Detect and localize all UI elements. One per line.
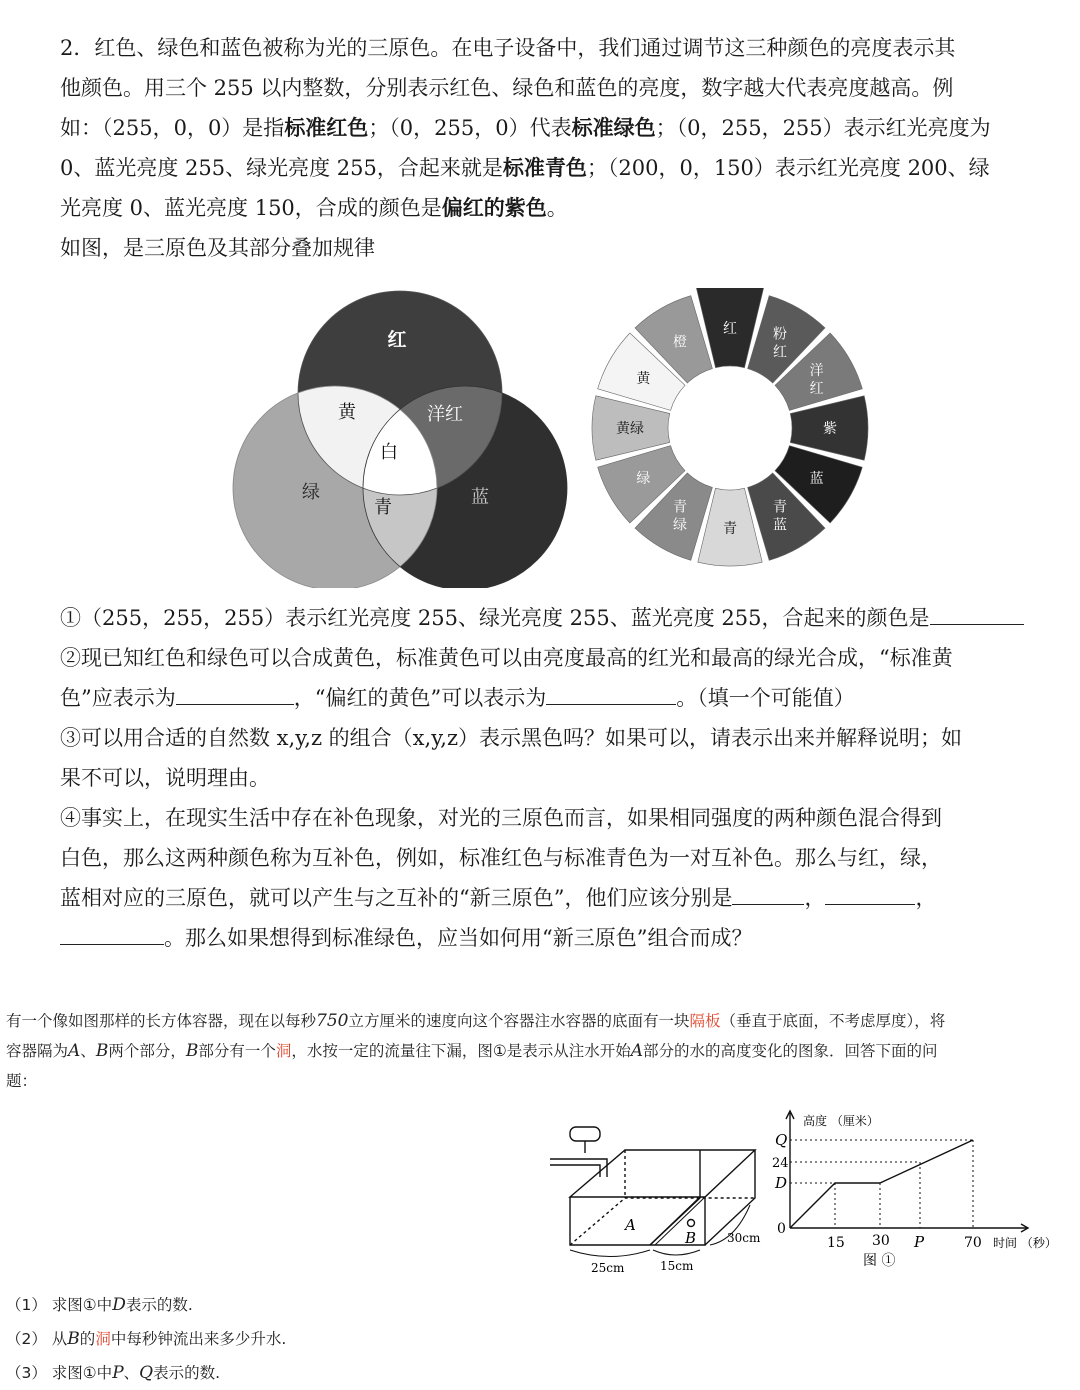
intro-line-3: 如：（255，0，0）是指标准红色；（0，255，0）代表标准绿色；（0，255，255）表示红光亮度为 xyxy=(60,115,991,140)
intro-line-1: 2．红色、绿色和蓝色被称为光的三原色。在电子设备中，我们通过调节这三种颜色的亮度表示其 xyxy=(60,36,956,60)
wheel-label: 粉红 xyxy=(773,326,787,361)
wheel-label: 橙 xyxy=(673,334,687,351)
question-4-line-2: 白色，那么这两种颜色称为互补色，例如，标准红色与标准青色为一对互补色。那么与红，绿， xyxy=(60,846,942,870)
intro-line-5: 光亮度 0、蓝光亮度 150，合成的颜色是偏红的紫色。 xyxy=(60,195,568,220)
graph-caption: 图 ① xyxy=(863,1253,896,1269)
wheel-label: 黄绿 xyxy=(616,421,644,437)
graph-tick-q: Q xyxy=(775,1131,788,1149)
venn-white-label: 白 xyxy=(380,442,398,463)
sub-question-3: （3） 求图①中P、Q表示的数. xyxy=(6,1363,221,1383)
venn-yellow-label: 黄 xyxy=(338,402,356,423)
question-4-line-3: 蓝相对应的三原色，就可以产生与之互补的“新三原色”，他们应该分别是 ， ， xyxy=(60,878,1060,918)
container-diagram xyxy=(550,1127,755,1257)
venn-red-label: 红 xyxy=(387,329,407,351)
problem3-line-3: 题： xyxy=(6,1072,38,1090)
intro-line-4: 0、蓝光亮度 255、绿光亮度 255，合起来就是标准青色；（200，0，150）表示红光亮度 200、绿 xyxy=(60,155,990,180)
question-2-line-1: ②现已知红色和绿色可以合成黄色，标准黄色可以由亮度最高的红光和最高的绿光合成，“标准黄 xyxy=(60,646,953,670)
answer-blank-1[interactable] xyxy=(930,602,1024,625)
wheel-label: 黄 xyxy=(636,371,651,387)
wheel-label: 蓝 xyxy=(809,471,824,487)
answer-blank-3[interactable] xyxy=(546,682,676,705)
wheel-label: 青蓝 xyxy=(773,499,787,534)
wheel-label: 青绿 xyxy=(673,499,687,534)
answer-blank-5[interactable] xyxy=(825,882,915,905)
graph-tick-p: P xyxy=(914,1233,925,1251)
problem2-intro xyxy=(60,28,1060,268)
intro-line-2: 他颜色。用三个 255 以内整数，分别表示红色、绿色和蓝色的亮度，数字越大代表亮度越高。例 xyxy=(60,76,954,100)
graph-tick-70: 70 xyxy=(964,1235,982,1251)
container-label-a: A xyxy=(625,1216,636,1234)
venn-green-label: 绿 xyxy=(302,482,320,503)
container-label-b: B xyxy=(685,1229,697,1247)
question-1: ①（255，255，255）表示红光亮度 255、绿光亮度 255、蓝光亮度 255，合起来的颜色是 xyxy=(60,598,1060,638)
container-height: 30cm xyxy=(727,1231,761,1245)
wheel-label: 绿 xyxy=(636,471,651,487)
wheel-label: 紫 xyxy=(823,421,837,437)
problem3-questions xyxy=(6,1288,286,1390)
color-figure xyxy=(225,288,885,588)
wheel-label: 洋红 xyxy=(809,363,824,397)
venn-magenta-label: 洋红 xyxy=(427,404,463,425)
wheel-label: 青 xyxy=(723,521,737,537)
question-3-line-2: 果不可以，说明理由。 xyxy=(60,766,270,790)
answer-blank-4[interactable] xyxy=(732,882,804,905)
graph-tick-d: D xyxy=(775,1174,788,1192)
partition-term: 隔板 xyxy=(689,1012,721,1030)
venn-blue-label: 蓝 xyxy=(471,487,489,508)
sub-question-1: （1） 求图①中D表示的数. xyxy=(6,1295,193,1315)
problem2-questions xyxy=(60,598,1060,958)
answer-blank-2[interactable] xyxy=(176,682,294,705)
color-wheel xyxy=(592,288,868,566)
graph-ylabel: 高度 （厘米） xyxy=(803,1114,879,1128)
figure-caption: 如图，是三原色及其部分叠加规律 xyxy=(60,236,375,260)
wheel-label: 红 xyxy=(723,321,737,337)
graph-tick-30: 30 xyxy=(872,1233,890,1249)
graph-tick-24: 24 xyxy=(772,1156,789,1171)
answer-blank-6[interactable] xyxy=(60,922,164,945)
sub-question-2: （2） 从B的洞中每秒钟流出来多少升水. xyxy=(6,1329,287,1349)
height-time-graph xyxy=(772,1111,1057,1269)
question-2-line-2: 色”应表示为 ，“偏红的黄色”可以表示为 。（填一个可能值） xyxy=(60,678,1060,718)
graph-tick-15: 15 xyxy=(827,1235,845,1251)
graph-origin: 0 xyxy=(777,1221,786,1237)
container-and-graph-figure xyxy=(545,1105,1065,1280)
hole-term: 洞 xyxy=(275,1042,292,1060)
graph-xlabel: 时间 （秒） xyxy=(993,1236,1057,1250)
venn-diagram xyxy=(233,291,567,588)
problem3-line-1: 有一个像如图那样的长方体容器，现在以每秒750立方厘米的速度向这个容器注水容器的底面有一块隔板（垂直于底面，不考虑厚度），将 xyxy=(6,1011,946,1031)
question-4-line-4: 。那么如果想得到标准绿色，应当如何用“新三原色”组合而成？ xyxy=(60,918,1060,958)
venn-cyan-label: 青 xyxy=(374,497,392,518)
container-width-a: 25cm xyxy=(591,1261,625,1275)
problem3-line-2: 容器隔为A、B两个部分，B部分有一个洞，水按一定的流量往下漏，图①是表示从注水开始A部分的水的高度变化的图象．回答下面的问 xyxy=(6,1041,938,1061)
question-3-line-1: ③可以用合适的自然数 x,y,z 的组合（x,y,z）表示黑色吗？如果可以，请表示出来并解释说明；如 xyxy=(60,726,963,750)
container-width-b: 15cm xyxy=(660,1259,694,1273)
problem3-text xyxy=(6,1006,1076,1096)
question-4-line-1: ④事实上，在现实生活中存在补色现象，对光的三原色而言，如果相同强度的两种颜色混合得到 xyxy=(60,806,942,830)
